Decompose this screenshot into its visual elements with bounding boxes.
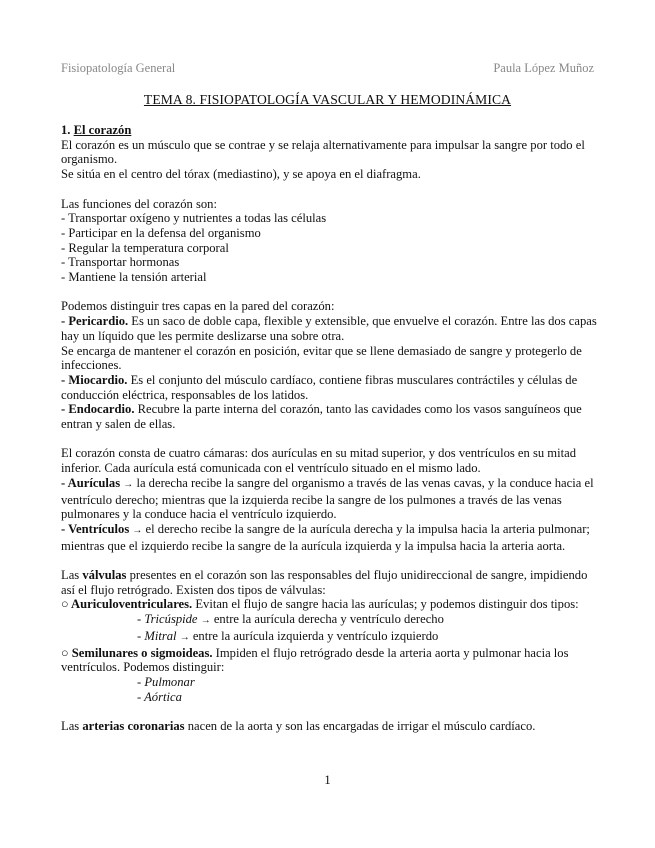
paragraph: Se encarga de mantener el corazón en posición, evitar que se llene demasiado de sangre y protegerlo de infecciones.	[61, 343, 582, 373]
arrow-icon: →	[200, 615, 211, 627]
layers-intro: Podemos distinguir tres capas en la pared del corazón:	[61, 299, 335, 314]
term: ○ Semilunares o sigmoideas.	[61, 645, 213, 660]
page-number: 1	[324, 772, 331, 787]
text: -	[137, 612, 145, 627]
term: ○ Auriculoventriculares.	[61, 597, 193, 612]
list-item: - Transportar oxígeno y nutrientes a todas las células	[61, 211, 327, 226]
chambers-ventriculos	[61, 522, 597, 553]
chambers-intro: El corazón consta de cuatro cámaras: dos aurículas en su mitad superior, y dos ventrículos en su mitad inferior. Cada aurícula está comunicada con el ventrículo situado en el mismo lado.	[61, 446, 576, 476]
term-text: Es un saco de doble capa, flexible y extensible, que envuelve el corazón. Entre las dos capas hay un líquido que les permite deslizarse una sobre otra.	[61, 314, 597, 343]
paragraph: Se sitúa en el centro del tórax (mediastino), y se apoya en el diafragma.	[61, 167, 421, 182]
term: - Miocardio.	[61, 372, 128, 387]
section-title: El corazón	[73, 123, 132, 137]
coronary-paragraph	[61, 719, 597, 734]
valve-pulmonar	[61, 675, 597, 690]
arrow-icon: →	[132, 524, 143, 536]
text: nacen de la aorta y son las encargadas de irrigar el músculo cardíaco.	[184, 719, 536, 734]
list-item: - Mantiene la tensión arterial	[61, 270, 207, 285]
valve-auriculoventriculares	[61, 597, 597, 612]
term-text: Evitan el flujo de sangre hacia las aurículas; y podemos distinguir dos tipos:	[192, 597, 579, 612]
term: - Aurículas	[61, 475, 121, 490]
text: presentes en el corazón son las responsables del flujo unidireccional de sangre, impidiendo así el flujo retrógrado. Existen dos tipos de válvulas:	[61, 568, 588, 597]
list-item: - Regular la temperatura corporal	[61, 240, 229, 255]
text: entre la aurícula derecha y ventrículo derecho	[210, 612, 444, 627]
term-text: la derecha recibe la sangre del organismo a través de las venas cavas, y la conduce hacia el ventrículo derecho; mientras que la izquierda recibe la sangre de los pulmones a través de las venas pulmonares y la conduce hacia el ventrículo izquierdo.	[61, 475, 594, 522]
layer-miocardio	[61, 373, 597, 402]
layer-pericardio	[61, 314, 597, 343]
valve-mitral	[61, 629, 597, 646]
text: -	[137, 628, 145, 643]
paragraph: El corazón es un músculo que se contrae y se relaja alternativamente para impulsar la sangre por todo el organismo.	[61, 137, 585, 167]
text: Las	[61, 568, 83, 583]
valve-aortica	[61, 690, 597, 705]
valve-name: - Aórtica	[137, 689, 182, 704]
header-course: Fisiopatología General	[61, 61, 176, 75]
term: - Endocardio.	[61, 402, 135, 417]
valve-tricuspide	[61, 612, 597, 629]
arrow-icon: →	[123, 478, 134, 490]
term: válvulas	[82, 568, 127, 583]
valve-name: Mitral	[144, 628, 177, 643]
term: arterias coronarias	[82, 719, 185, 734]
list-item: - Participar en la defensa del organismo	[61, 225, 261, 240]
term: - Pericardio.	[61, 314, 129, 329]
term-text: Impiden el flujo retrógrado desde la arteria aorta y pulmonar hacia los ventrículos. Podemos distinguir:	[61, 645, 569, 675]
header-author: Paula López Muñoz	[493, 61, 594, 75]
valve-semilunares	[61, 646, 597, 675]
layer-endocardio	[61, 402, 597, 431]
document-body	[61, 123, 597, 734]
valve-name: Tricúspide	[144, 612, 198, 627]
valve-name: - Pulmonar	[137, 674, 195, 689]
arrow-icon: →	[179, 631, 190, 643]
list-item: - Transportar hormonas	[61, 255, 180, 270]
functions-intro: Las funciones del corazón son:	[61, 196, 217, 211]
term: - Ventrículos	[61, 521, 130, 536]
text: Las	[61, 719, 83, 734]
term-text: Recubre la parte interna del corazón, tanto las cavidades como los vasos sanguíneos que entran y salen de ellas.	[61, 402, 582, 432]
valves-intro	[61, 568, 597, 597]
text: entre la aurícula izquierda y ventrículo izquierdo	[189, 628, 439, 643]
chambers-auriculas	[61, 476, 597, 522]
term-text: el derecho recibe la sangre de la aurícula derecha y la impulsa hacia la arteria pulmonar; mientras que el izquierdo recibe la sangre de la aurícula izquierda y la impulsa hacia la arteria aorta.	[61, 521, 590, 553]
section-number: 1.	[61, 123, 71, 137]
section-heading	[61, 123, 597, 138]
page-title: TEMA 8. FISIOPATOLOGÍA VASCULAR Y HEMODINÁMICA	[143, 92, 512, 107]
term-text: Es el conjunto del músculo cardíaco, contiene fibras musculares contráctiles y células de conducción eléctrica, responsables de los latidos.	[61, 372, 578, 402]
